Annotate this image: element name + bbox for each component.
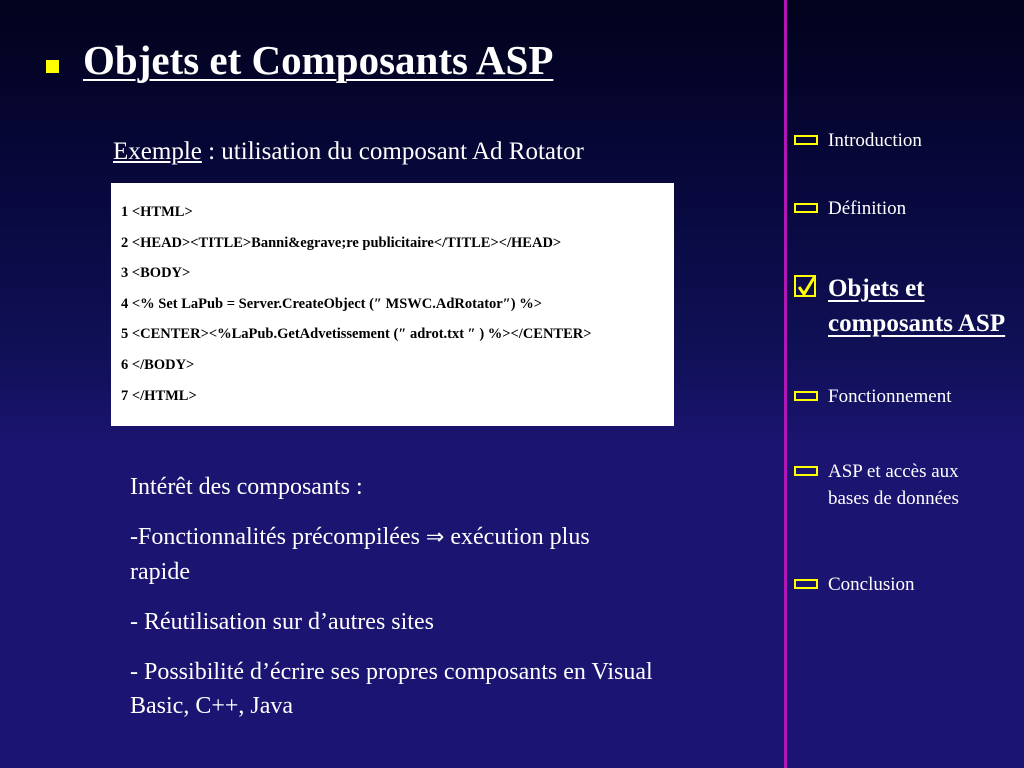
checkbox-empty-icon xyxy=(794,203,818,213)
nav-item-label: Objets et composants ASP xyxy=(828,275,1006,337)
nav-item-conclusion[interactable] xyxy=(794,571,1018,598)
checkmark-icon xyxy=(795,273,819,299)
code-line: 7 </HTML> xyxy=(121,387,197,404)
interest-item: - Réutilisation sur d’autres sites xyxy=(130,609,434,635)
checkbox-empty-icon xyxy=(794,466,818,476)
nav-item-label: Introduction xyxy=(828,130,922,151)
code-line: 1 <HTML> xyxy=(121,204,193,220)
nav-item-objets-composants[interactable] xyxy=(794,271,1024,341)
nav-item-fonctionnement[interactable] xyxy=(794,383,1018,410)
example-caption xyxy=(113,138,584,166)
checkbox-empty-icon xyxy=(794,391,818,401)
example-label: Exemple xyxy=(113,138,202,165)
nav-item-label: ASP et accès aux bases de données xyxy=(828,461,959,509)
interest-item xyxy=(130,520,655,589)
checkbox-empty-icon xyxy=(794,135,818,145)
example-text: : utilisation du composant Ad Rotator xyxy=(201,138,584,165)
code-line: 2 <HEAD><TITLE>Banni&egrave;re publicitaire</TITLE></HEAD> xyxy=(121,234,562,251)
interest-list xyxy=(130,470,655,739)
code-line: 4 <% Set LaPub = Server.CreateObject (″ MSWC.AdRotator″) %> xyxy=(121,295,542,312)
title-bullet-icon xyxy=(46,60,59,73)
interest-item: - Possibilité d’écrire ses propres composants en Visual Basic, C++, Java xyxy=(130,659,653,719)
code-line: 6 </BODY> xyxy=(121,356,195,373)
implies-arrow-icon: ⇒ xyxy=(425,525,445,550)
slide-title: Objets et Composants ASP xyxy=(83,37,554,83)
code-sample-box xyxy=(111,183,674,426)
nav-item-label: Fonctionnement xyxy=(828,386,952,407)
nav-item-introduction[interactable] xyxy=(794,127,1018,154)
code-line: 5 <CENTER><%LaPub.GetAdvetissement (″ adrot.txt ″ ) %></CENTER> xyxy=(121,326,592,343)
nav-item-label: Définition xyxy=(828,198,907,219)
sidebar-divider xyxy=(784,0,787,768)
checkbox-checked-icon xyxy=(794,275,816,297)
nav-item-asp-bases-donnees[interactable] xyxy=(794,458,993,512)
nav-item-definition[interactable] xyxy=(794,195,1018,222)
code-line: 3 <BODY> xyxy=(121,265,191,282)
interest-item-text: -Fonctionnalités précompilées xyxy=(130,524,426,550)
nav-item-label: Conclusion xyxy=(828,574,915,595)
interest-heading: Intérêt des composants : xyxy=(130,474,363,500)
interest-item-text: exécution plus rapide xyxy=(130,524,590,585)
checkbox-empty-icon xyxy=(794,579,818,589)
